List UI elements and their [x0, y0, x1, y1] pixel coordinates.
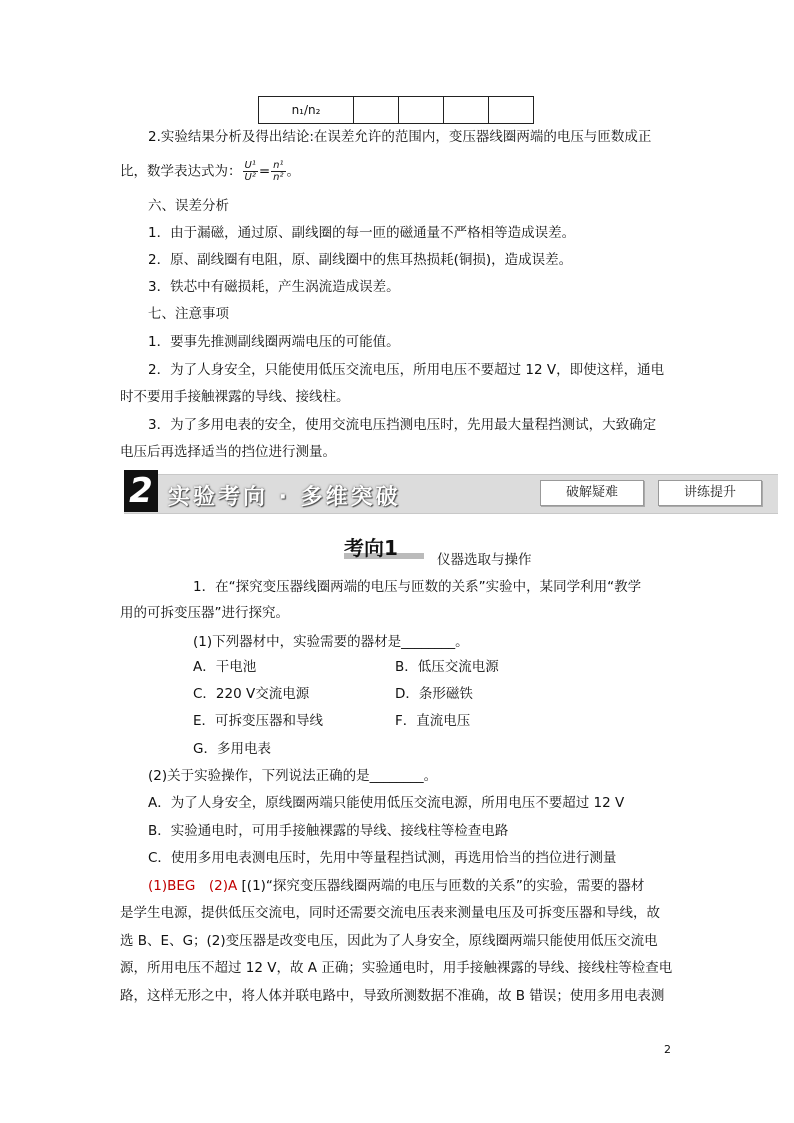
option-b: B．低压交流电源 — [395, 659, 499, 675]
sub-question: (2)关于实验操作，下列说法正确的是________。 — [148, 768, 438, 784]
error-heading: 六、误差分析 — [148, 198, 229, 214]
choice-a: A．为了人身安全，原线圈两端只能使用低压交流电源，所用电压不要超过 12 V — [148, 795, 625, 811]
empty-cell — [444, 97, 489, 124]
turns-fraction — [271, 160, 285, 183]
option-c: C．220 V交流电源 — [193, 686, 310, 702]
formula-end: 。 — [286, 163, 300, 180]
option-a: A．干电池 — [193, 659, 257, 675]
table-row — [259, 97, 534, 124]
banner-number: 2 — [124, 470, 158, 512]
explanation-start: [(1)“探究变压器线圈两端的电压与匝数的关系”的实验，需要的器材 — [241, 878, 645, 894]
empty-cell — [489, 97, 534, 124]
frac-num: n¹ — [273, 160, 284, 171]
formula-line — [120, 160, 680, 183]
option-g: G．多用电表 — [193, 741, 271, 757]
notes-item: 1．要事先推测副线圈两端电压的可能值。 — [148, 334, 400, 350]
option-e: E．可拆变压器和导线 — [193, 713, 324, 729]
voltage-fraction — [243, 160, 258, 183]
notes-heading: 七、注意事项 — [148, 306, 229, 322]
question-stem-cont: 用的可拆变压器”进行探究。 — [120, 605, 289, 621]
notes-item: 3．为了多用电表的安全，使用交流电压挡测电压时，先用最大量程挡测试，大致确定 — [148, 417, 657, 433]
sub-question: (1)下列器材中，实验需要的器材是________。 — [193, 634, 469, 650]
practice-button[interactable]: 讲练提升 — [658, 480, 762, 506]
empty-cell — [354, 97, 399, 124]
formula-intro: 比，数学表达式为： — [120, 163, 242, 180]
section-title: 考向1 — [344, 536, 398, 560]
question-stem: 1．在“探究变压器线圈两端的电压与匝数的关系”实验中，某同学利用“教学 — [193, 579, 642, 595]
row-label-cell: n₁/n₂ — [259, 97, 354, 124]
conclusion-line: 2.实验结果分析及得出结论:在误差允许的范围内，变压器线圈两端的电压与匝数成正 — [148, 129, 652, 145]
answer-line — [148, 877, 708, 895]
explanation-line: 源，所用电压不超过 12 V，故 A 正确；实验通电时，用手接触裸露的导线、接线柱等检查电 — [120, 960, 673, 976]
notes-item: 2．为了人身安全，只能使用低压交流电压，所用电压不要超过 12 V，即使这样，通电 — [148, 362, 665, 378]
frac-den: U² — [244, 172, 256, 183]
choice-b: B．实验通电时，可用手接触裸露的导线、接线柱等检查电路 — [148, 823, 509, 839]
empty-cell — [399, 97, 444, 124]
section-subtitle: 仪器选取与操作 — [437, 552, 532, 568]
option-d: D．条形磁铁 — [395, 686, 473, 702]
answer-key: (1)BEG (2)A — [148, 878, 238, 894]
option-f: F．直流电压 — [395, 713, 471, 729]
page-number: 2 — [664, 1043, 671, 1056]
frac-den: n² — [273, 172, 284, 183]
notes-item-cont: 时不要用手接触裸露的导线、接线柱。 — [120, 389, 350, 405]
explanation-line: 路，这样无形之中，将人体并联电路中，导致所测数据不准确，故 B 错误；使用多用电表测 — [120, 988, 665, 1004]
frac-num: U¹ — [244, 160, 256, 171]
banner-title: 实验考向 · 多维突破 — [168, 485, 401, 510]
equals-sign: = — [258, 163, 271, 180]
explanation-line: 选 B、E、G；(2)变压器是改变电压，因此为了人身安全，原线圈两端只能使用低压交流电 — [120, 933, 658, 949]
crack-difficulty-button[interactable]: 破解疑难 — [540, 480, 644, 506]
error-item: 2．原、副线圈有电阻，原、副线圈中的焦耳热损耗(铜损)，造成误差。 — [148, 252, 573, 268]
error-item: 3．铁芯中有磁损耗，产生涡流造成误差。 — [148, 279, 400, 295]
explanation-line: 是学生电源，提供低压交流电，同时还需要交流电压表来测量电压及可拆变压器和导线，故 — [120, 905, 660, 921]
ratio-table — [258, 96, 534, 124]
error-item: 1．由于漏磁，通过原、副线圈的每一匝的磁通量不严格相等造成误差。 — [148, 225, 576, 241]
notes-item-cont: 电压后再选择适当的挡位进行测量。 — [120, 444, 336, 460]
choice-c: C．使用多用电表测电压时，先用中等量程挡试测，再选用恰当的挡位进行测量 — [148, 850, 617, 866]
